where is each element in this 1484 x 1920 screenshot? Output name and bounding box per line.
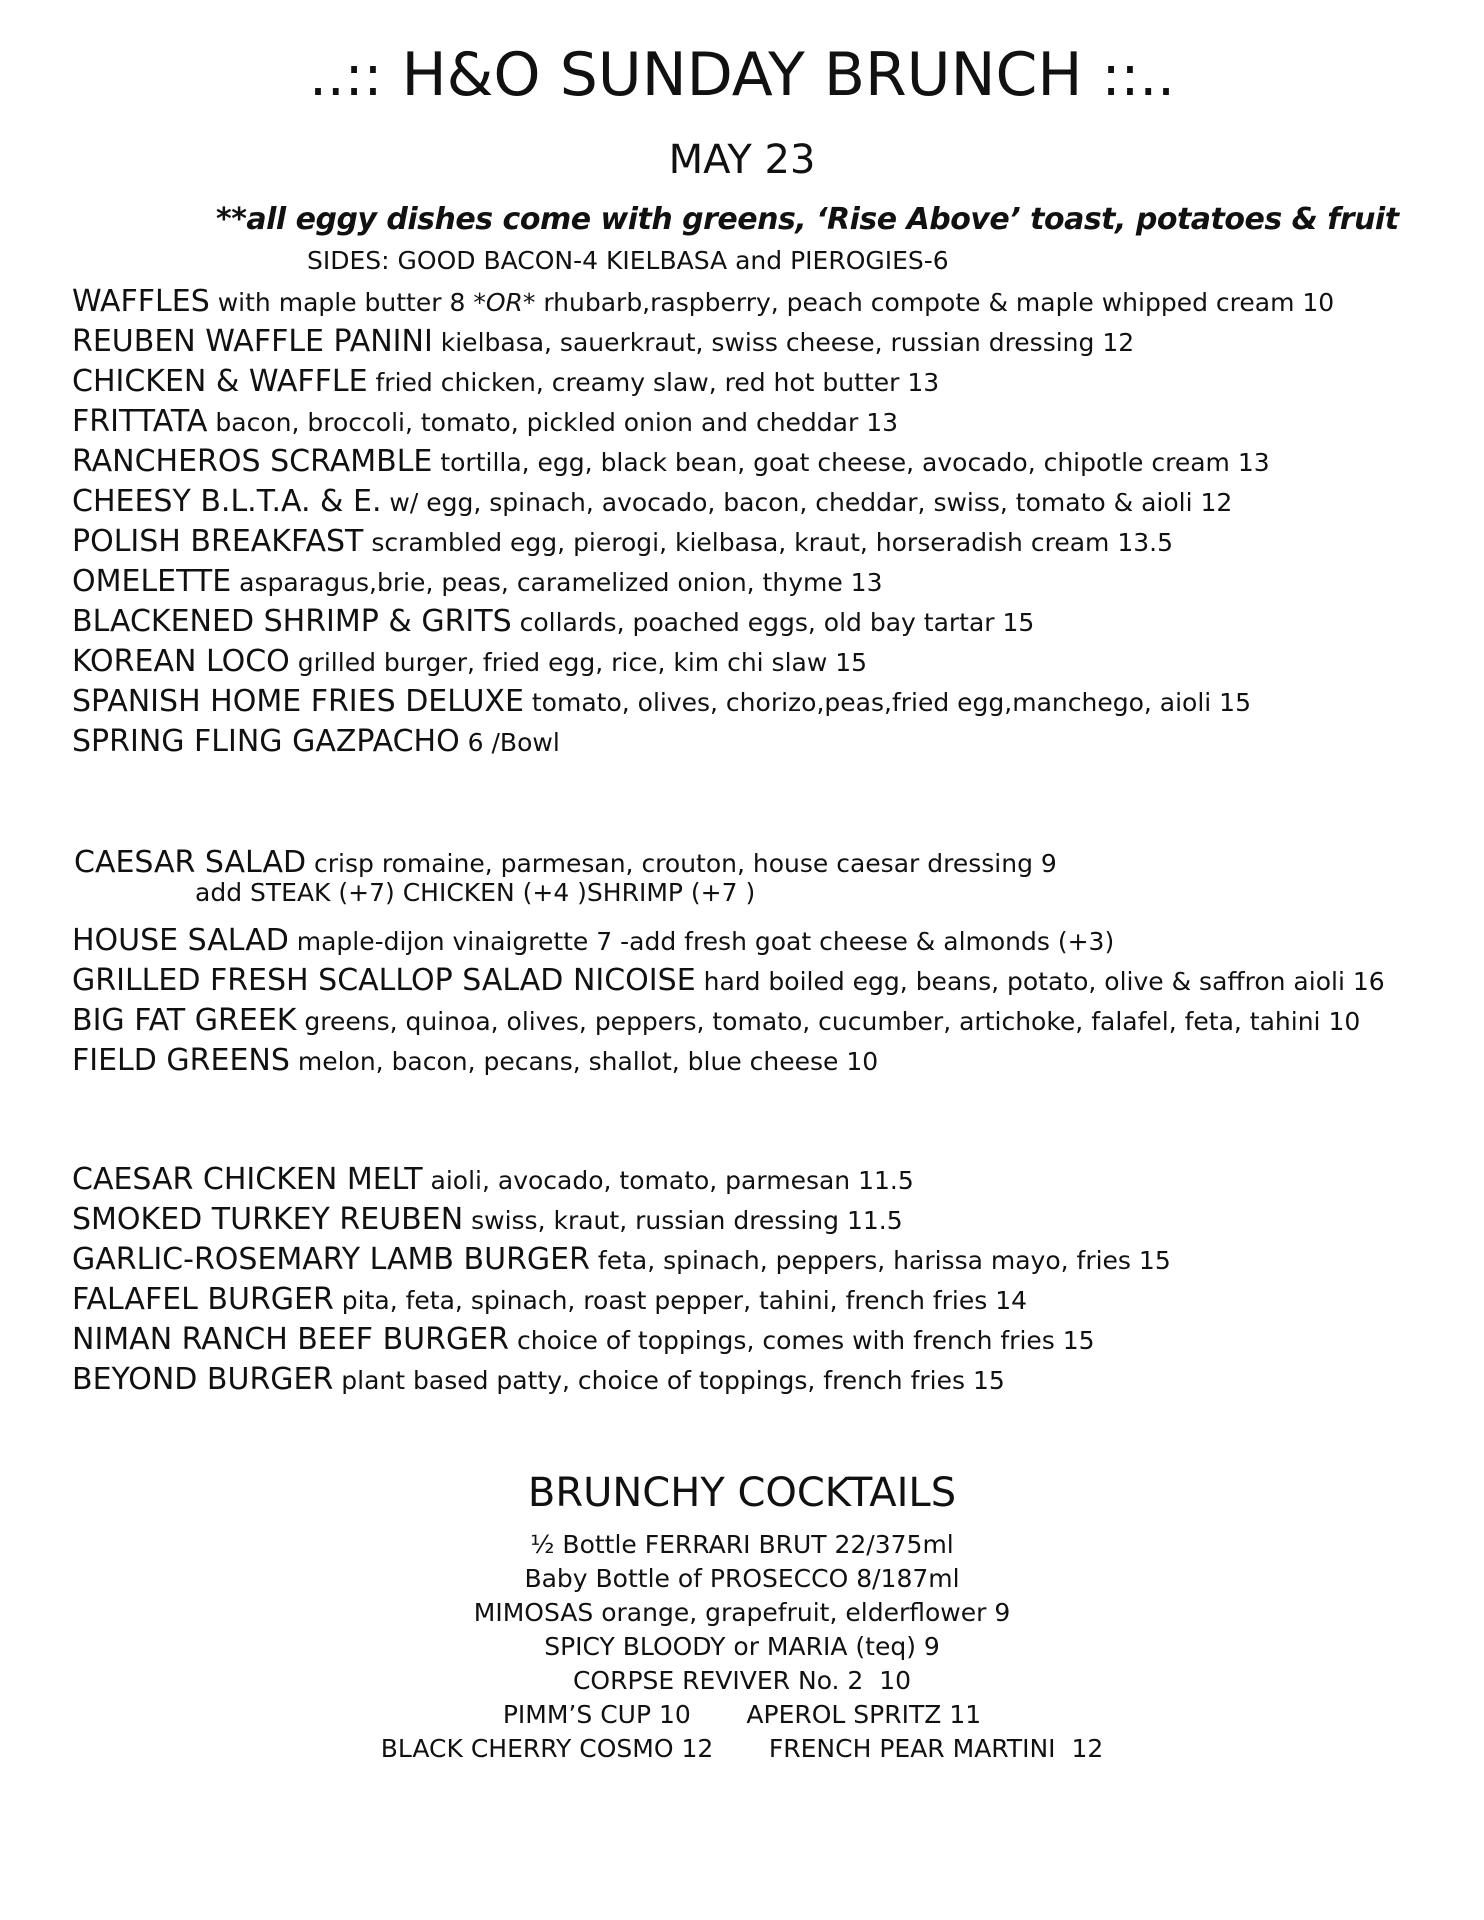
item-name: SPANISH HOME FRIES DELUXE — [72, 684, 524, 719]
item-desc: asparagus,brie, peas, caramelized onion, thyme 13 — [231, 568, 883, 597]
item-desc: fried chicken, creamy slaw, red hot butter 13 — [367, 368, 940, 397]
item-desc: tortilla, egg, black bean, goat cheese, avocado, chipotle cream 13 — [432, 448, 1270, 477]
item-name: HOUSE SALAD — [72, 923, 289, 958]
menu-item — [72, 1001, 1385, 1041]
item-desc: greens, quinoa, olives, peppers, tomato, cucumber, artichoke, falafel, feta, tahini 10 — [296, 1007, 1361, 1036]
menu-item — [72, 1280, 1171, 1320]
item-desc: grilled burger, fried egg, rice, kim chi slaw 15 — [289, 648, 868, 677]
item-desc: collards, poached eggs, old bay tartar 15 — [511, 608, 1035, 637]
menu-item — [72, 961, 1385, 1001]
item-name: CAESAR SALAD — [74, 845, 307, 880]
item-desc: with maple butter 8 *OR* rhubarb,raspberry, peach compote & maple whipped cream 10 — [209, 288, 1335, 317]
item-desc: crisp romaine, parmesan, crouton, house caesar dressing 9 — [306, 849, 1057, 878]
menu-item — [72, 722, 1334, 762]
item-name: FIELD GREENS — [72, 1043, 290, 1078]
item-name: BEYOND BURGER — [72, 1362, 334, 1397]
item-name: CAESAR CHICKEN MELT — [72, 1162, 423, 1197]
menu-item — [72, 1320, 1171, 1360]
menu-date: MAY 23 — [668, 137, 816, 183]
dots-left: ..:: — [309, 44, 383, 109]
item-name: FALAFEL BURGER — [72, 1282, 334, 1317]
item-desc: choice of toppings, comes with french fries 15 — [509, 1326, 1095, 1355]
menu-item — [72, 682, 1334, 722]
item-desc: hard boiled egg, beans, potato, olive & saffron aioli 16 — [695, 967, 1385, 996]
cocktail-line: CORPSE REVIVER No. 2 10 — [572, 1666, 912, 1695]
item-name: GARLIC-ROSEMARY LAMB BURGER — [72, 1242, 590, 1277]
menu-item — [72, 402, 1334, 442]
cocktail-line: ½ Bottle FERRARI BRUT 22/375ml — [530, 1530, 954, 1559]
menu-item — [72, 1240, 1171, 1280]
item-name: KOREAN LOCO — [72, 644, 290, 679]
menu-item — [72, 1360, 1171, 1400]
item-desc: swiss, kraut, russian dressing 11.5 — [463, 1206, 903, 1235]
item-desc: melon, bacon, pecans, shallot, blue cheese 10 — [289, 1047, 879, 1076]
cocktail-line: PIMM’S CUP 10 APEROL SPRITZ 11 — [502, 1700, 982, 1729]
sides-line: SIDES: GOOD BACON-4 KIELBASA and PIEROGIES-6 — [307, 246, 949, 275]
cocktail-line: BLACK CHERRY COSMO 12 FRENCH PEAR MARTINI 12 — [380, 1734, 1104, 1763]
item-desc: bacon, broccoli, tomato, pickled onion and cheddar 13 — [207, 408, 899, 437]
cocktail-line: SPICY BLOODY or MARIA (teq) 9 — [544, 1632, 940, 1661]
item-name: FRITTATA — [72, 404, 208, 439]
menu-item — [72, 921, 1385, 961]
item-desc: kielbasa, sauerkraut, swiss cheese, russian dressing 12 — [432, 328, 1135, 357]
item-name: REUBEN WAFFLE PANINI — [72, 324, 433, 359]
item-desc: pita, feta, spinach, roast pepper, tahini, french fries 14 — [333, 1286, 1028, 1315]
item-desc: feta, spinach, peppers, harissa mayo, fries 15 — [589, 1246, 1171, 1275]
menu-item — [72, 1160, 1171, 1200]
item-desc: 6 /Bowl — [459, 728, 560, 757]
menu-item — [72, 1200, 1171, 1240]
menu-item — [72, 1041, 1385, 1081]
salads-caesar — [74, 843, 1057, 883]
menu-item — [72, 642, 1334, 682]
menu-item — [72, 602, 1334, 642]
title-text: H&O SUNDAY BRUNCH — [401, 40, 1083, 110]
item-name: NIMAN RANCH BEEF BURGER — [72, 1322, 510, 1357]
item-desc: tomato, olives, chorizo,peas,fried egg,manchego, aioli 15 — [523, 688, 1251, 717]
item-name: SMOKED TURKEY REUBEN — [72, 1202, 464, 1237]
item-name: RANCHEROS SCRAMBLE — [72, 444, 433, 479]
item-desc: scrambled egg, pierogi, kielbasa, kraut, horseradish cream 13.5 — [363, 528, 1173, 557]
menu-item-waffles — [72, 282, 1334, 322]
item-name: SPRING FLING GAZPACHO — [72, 724, 460, 759]
item-desc: w/ egg, spinach, avocado, bacon, cheddar, swiss, tomato & aioli 12 — [381, 488, 1233, 517]
menu-item — [72, 562, 1334, 602]
dots-right: ::.. — [1101, 44, 1175, 109]
salads-section — [72, 921, 1385, 1081]
menu-item-caesar-salad — [74, 843, 1057, 883]
cocktails-title: BRUNCHY COCKTAILS — [527, 1470, 957, 1516]
item-name: BLACKENED SHRIMP & GRITS — [72, 604, 512, 639]
item-desc: plant based patty, choice of toppings, french fries 15 — [333, 1366, 1005, 1395]
item-name: CHICKEN & WAFFLE — [72, 364, 368, 399]
item-name: OMELETTE — [72, 564, 232, 599]
item-desc: aioli, avocado, tomato, parmesan 11.5 — [422, 1166, 914, 1195]
item-name: CHEESY B.L.T.A. & E. — [72, 484, 382, 519]
menu-title — [0, 40, 1484, 110]
menu-item — [72, 482, 1334, 522]
menu-item — [72, 522, 1334, 562]
item-name: BIG FAT GREEK — [72, 1003, 297, 1038]
salad-addon-line: add STEAK (+7) CHICKEN (+4 )SHRIMP (+7 ) — [195, 878, 756, 907]
menu-item — [72, 442, 1334, 482]
item-name: POLISH BREAKFAST — [72, 524, 364, 559]
sandwiches-section — [72, 1160, 1171, 1400]
menu-item — [72, 322, 1334, 362]
eggy-dishes-note: **all eggy dishes come with greens, ‘Rise Above’ toast, potatoes & fruit — [216, 202, 1399, 237]
cocktail-line: MIMOSAS orange, grapefruit, elderflower 9 — [473, 1598, 1011, 1627]
cocktail-line: Baby Bottle of PROSECCO 8/187ml — [524, 1564, 960, 1593]
item-name: WAFFLES — [72, 284, 210, 319]
item-name: GRILLED FRESH SCALLOP SALAD NICOISE — [72, 963, 696, 998]
menu-item — [72, 362, 1334, 402]
item-desc: maple-dijon vinaigrette 7 -add fresh goat cheese & almonds (+3) — [288, 927, 1115, 956]
brunch-section — [72, 282, 1334, 762]
